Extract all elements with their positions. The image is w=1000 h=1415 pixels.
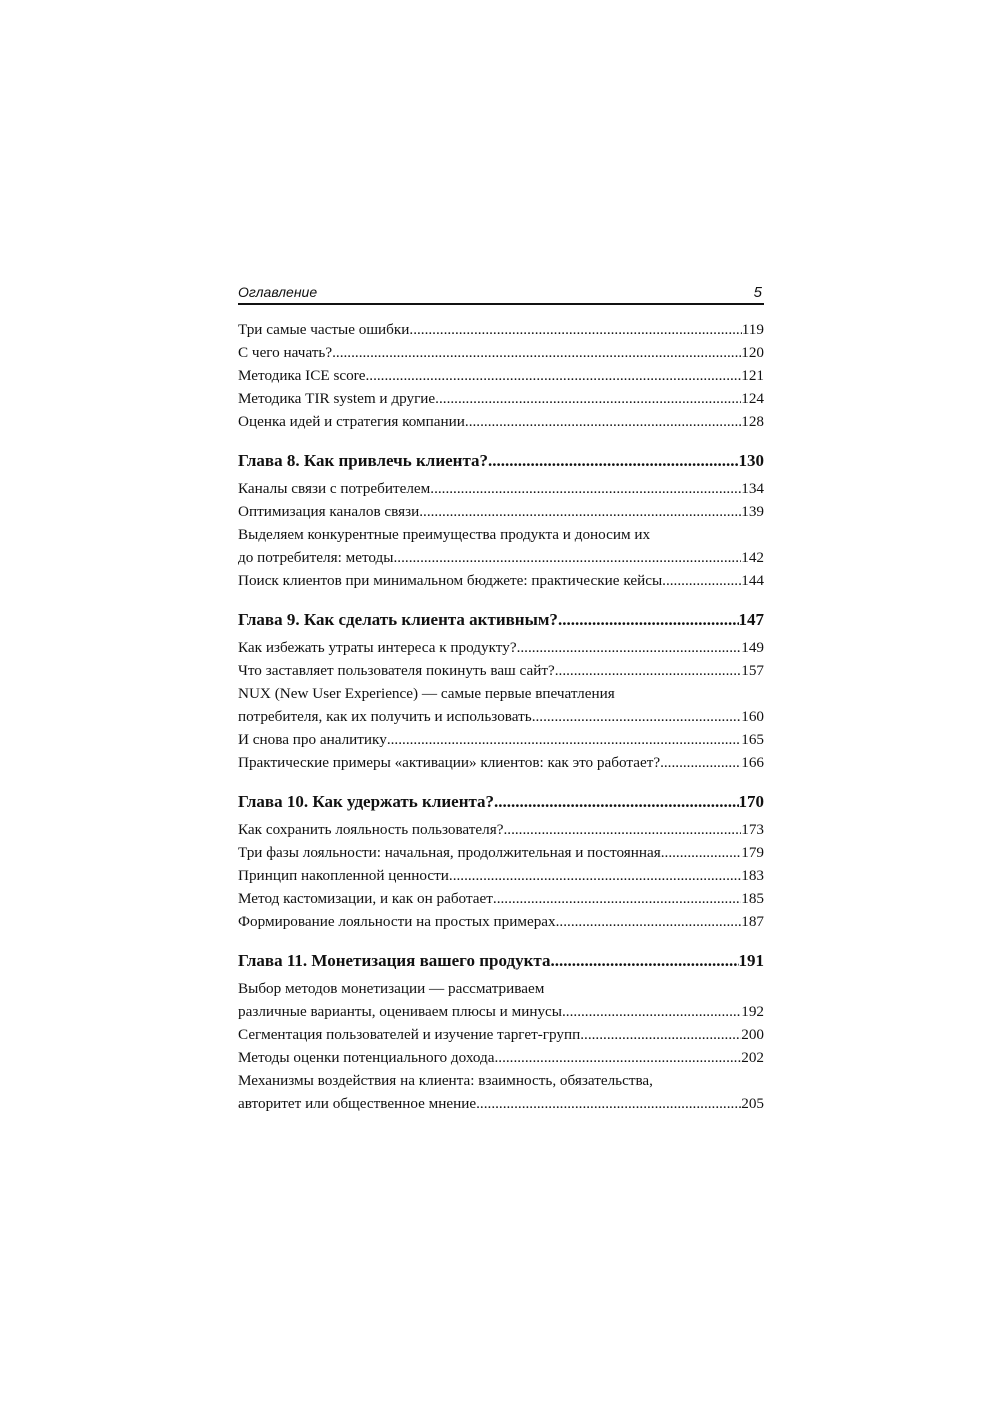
toc-entry-title: различные варианты, оцениваем плюсы и минусы xyxy=(238,1003,562,1020)
toc-entry-title: Принцип накопленной ценности xyxy=(238,867,449,884)
toc-page-number: 157 xyxy=(741,662,764,679)
toc-entry-title: Что заставляет пользователя покинуть ваш сайт? xyxy=(238,662,555,679)
dot-leader xyxy=(419,500,741,523)
toc-entry-title: Три фазы лояльности: начальная, продолжительная и постоянная xyxy=(238,844,661,861)
toc-entry xyxy=(238,477,764,500)
toc-entry-title: Метод кастомизации, и как он работает xyxy=(238,890,493,907)
toc-entry xyxy=(238,818,764,841)
dot-leader xyxy=(660,751,741,774)
toc-entry xyxy=(238,977,764,1023)
toc-page-number: 149 xyxy=(741,639,764,656)
toc-entry-title: Формирование лояльности на простых примерах xyxy=(238,913,556,930)
dot-leader xyxy=(558,608,739,632)
dot-leader xyxy=(493,887,741,910)
toc-page-number: 144 xyxy=(741,572,764,589)
toc-page-number: 183 xyxy=(741,867,764,884)
dot-leader xyxy=(430,477,741,500)
dot-leader xyxy=(332,341,741,364)
dot-leader xyxy=(365,364,741,387)
toc-entry xyxy=(238,341,764,364)
dot-leader xyxy=(494,790,738,814)
toc-entry xyxy=(238,910,764,933)
dot-leader xyxy=(556,910,742,933)
toc-entry xyxy=(238,1023,764,1046)
toc-entry-title: до потребителя: методы xyxy=(238,549,394,566)
toc-entry-title: Методика ICE score xyxy=(238,367,366,384)
toc-page-number: 179 xyxy=(741,844,764,861)
toc-page-number: 173 xyxy=(741,821,764,838)
dot-leader xyxy=(409,318,741,341)
toc-chapter-heading xyxy=(238,449,764,473)
dot-leader xyxy=(532,705,742,728)
toc-page-number: 202 xyxy=(741,1049,764,1066)
toc-page-number: 142 xyxy=(741,549,764,566)
toc-page-number: 166 xyxy=(741,754,764,771)
running-header-title: Оглавление xyxy=(238,284,318,300)
toc-entry-title: Как избежать утраты интереса к продукту? xyxy=(238,639,517,656)
dot-leader xyxy=(465,410,741,433)
toc-entry xyxy=(238,841,764,864)
toc-page-number: 128 xyxy=(741,413,764,430)
toc-chapter-heading xyxy=(238,608,764,632)
toc-page-number: 205 xyxy=(741,1095,764,1112)
toc-page-number: 191 xyxy=(738,951,764,970)
toc-page-number: 160 xyxy=(741,708,764,725)
toc-entry-title: Оценка идей и стратегия компании xyxy=(238,413,465,430)
table-of-contents xyxy=(238,318,764,1115)
toc-entry xyxy=(238,318,764,341)
toc-entry xyxy=(238,682,764,728)
toc-entry xyxy=(238,1046,764,1069)
toc-page-number: 121 xyxy=(741,367,764,384)
toc-entry xyxy=(238,864,764,887)
toc-entry-title: Сегментация пользователей и изучение таргет-групп xyxy=(238,1026,581,1043)
toc-entry xyxy=(238,410,764,433)
toc-entry-title: авторитет или общественное мнение xyxy=(238,1095,477,1112)
running-header xyxy=(238,284,764,305)
toc-entry-title: Методика TIR system и другие xyxy=(238,390,436,407)
toc-page-number: 119 xyxy=(741,321,764,338)
toc-entry-title: Глава 8. Как привлечь клиента? xyxy=(238,451,489,470)
toc-page-number: 170 xyxy=(738,792,764,811)
toc-page-number: 165 xyxy=(741,731,764,748)
toc-entry-title: Глава 9. Как сделать клиента активным? xyxy=(238,610,558,629)
toc-entry-title: Практические примеры «активации» клиентов: как это работает? xyxy=(238,754,661,771)
toc-entry-title-line: Механизмы воздействия на клиента: взаимность, обязательства, xyxy=(238,1072,653,1089)
dot-leader xyxy=(387,728,741,751)
toc-page-number: 185 xyxy=(741,890,764,907)
toc-chapter-heading xyxy=(238,790,764,814)
toc-page-number: 187 xyxy=(741,913,764,930)
toc-entry-title: потребителя, как их получить и использовать xyxy=(238,708,532,725)
toc-entry-title: Глава 11. Монетизация вашего продукта xyxy=(238,951,551,970)
dot-leader xyxy=(394,546,742,569)
toc-page-number: 192 xyxy=(741,1003,764,1020)
toc-entry-title: И снова про аналитику xyxy=(238,731,387,748)
toc-entry xyxy=(238,751,764,774)
toc-entry xyxy=(238,659,764,682)
toc-entry-title: Поиск клиентов при минимальном бюджете: практические кейсы xyxy=(238,572,663,589)
dot-leader xyxy=(435,387,741,410)
dot-leader xyxy=(517,636,742,659)
toc-entry xyxy=(238,1069,764,1115)
toc-chapter-heading xyxy=(238,949,764,973)
dot-leader xyxy=(550,949,738,973)
toc-page-number: 130 xyxy=(738,451,764,470)
dot-leader xyxy=(494,1046,741,1069)
toc-entry xyxy=(238,500,764,523)
toc-page-number: 147 xyxy=(738,610,764,629)
toc-page xyxy=(238,284,764,1115)
dot-leader xyxy=(476,1092,741,1115)
page-number: 5 xyxy=(753,284,762,301)
dot-leader xyxy=(503,818,741,841)
toc-entry xyxy=(238,387,764,410)
toc-page-number: 139 xyxy=(741,503,764,520)
toc-entry xyxy=(238,364,764,387)
toc-entry-title: Оптимизация каналов связи xyxy=(238,503,420,520)
dot-leader xyxy=(488,449,738,473)
toc-entry xyxy=(238,636,764,659)
toc-page-number: 200 xyxy=(741,1026,764,1043)
toc-entry-title: Как сохранить лояльность пользователя? xyxy=(238,821,504,838)
dot-leader xyxy=(580,1023,741,1046)
dot-leader xyxy=(449,864,741,887)
toc-entry xyxy=(238,523,764,569)
toc-entry-title: Методы оценки потенциального дохода xyxy=(238,1049,495,1066)
toc-entry xyxy=(238,728,764,751)
toc-entry-title: С чего начать? xyxy=(238,344,333,361)
dot-leader xyxy=(555,659,741,682)
toc-page-number: 124 xyxy=(741,390,764,407)
toc-page-number: 120 xyxy=(741,344,764,361)
toc-entry-title: Три самые частые ошибки xyxy=(238,321,410,338)
dot-leader xyxy=(562,1000,741,1023)
toc-entry-title-line: Выделяем конкурентные преимущества продукта и доносим их xyxy=(238,526,651,543)
toc-entry xyxy=(238,887,764,910)
dot-leader xyxy=(661,841,741,864)
toc-entry-title-line: NUX (New User Experience) — самые первые впечатления xyxy=(238,685,615,702)
toc-entry-title: Глава 10. Как удержать клиента? xyxy=(238,792,495,811)
toc-entry xyxy=(238,569,764,592)
toc-entry-title-line: Выбор методов монетизации — рассматриваем xyxy=(238,980,545,997)
dot-leader xyxy=(662,569,741,592)
toc-page-number: 134 xyxy=(741,480,764,497)
toc-entry-title: Каналы связи с потребителем xyxy=(238,480,431,497)
